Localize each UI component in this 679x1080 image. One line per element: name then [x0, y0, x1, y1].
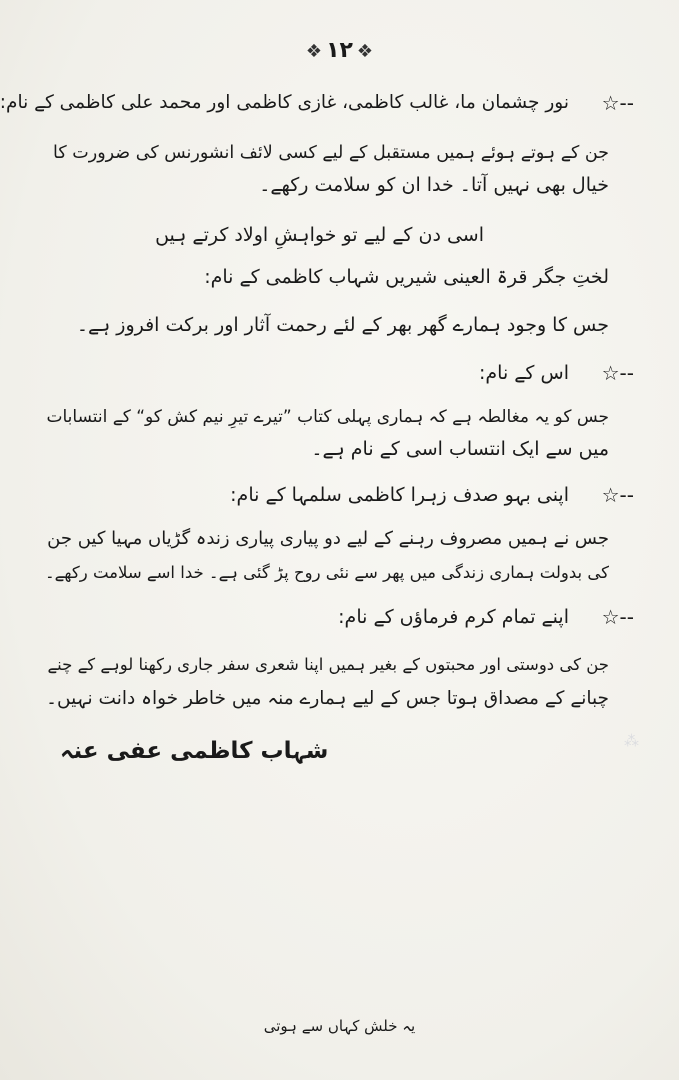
dedication-heading: اپنی بہو صدف زہرا کاظمی سلمہا کے نام:	[230, 484, 569, 506]
ornament-icon: ❖	[356, 41, 374, 62]
paragraph-line: چبانے کے مصداق ہوتا جس کے لیے ہمارے منہ میں خاطر خواہ دانت نہیں۔	[46, 688, 609, 709]
paragraph-line: میں سے ایک انتساب اسی کے نام ہے۔	[311, 438, 609, 460]
paragraph-line: کی بدولت ہماری زندگی میں پھر سے نئی روح پڑ گئی ہے۔ خدا اسے سلامت رکھے۔	[44, 563, 609, 582]
dedication-heading: اس کے نام:	[479, 362, 569, 384]
dedication-heading: نور چشمان ما، غالب کاظمی، غازی کاظمی اور محمد علی کاظمی کے نام:	[0, 92, 569, 113]
page-number: ❖ ۱۲ ❖	[305, 38, 374, 63]
star-bullet-icon: ☆--	[601, 361, 634, 385]
bleed-through-text: ⁂	[624, 732, 639, 750]
verse-line: اسی دن کے لیے تو خواہشِ اولاد کرتے ہیں	[155, 224, 484, 246]
paragraph-line: جس کا وجود ہمارے گھر بھر کے لئے رحمت آثار اور برکت افروز ہے۔	[76, 314, 609, 336]
paragraph-line: جس نے ہمیں مصروف رہنے کے لیے دو پیاری پیاری زندہ گڑیاں مہیا کیں جن	[47, 528, 609, 549]
star-bullet-icon: ☆--	[601, 605, 634, 629]
star-bullet-icon: ☆--	[601, 483, 634, 507]
dedication-subheading: لختِ جگر قرۃ العینی شیریں شہاب کاظمی کے نام:	[204, 266, 609, 288]
dedication-heading: اپنے تمام کرم فرماؤں کے نام:	[338, 606, 569, 628]
paragraph-line: جس کو یہ مغالطہ ہے کہ ہماری پہلی کتاب ”تیرے تیرِ نیم کش کو“ کے انتسابات	[46, 407, 609, 427]
author-signature: شہاب کاظمی عفی عنہ	[60, 738, 329, 764]
paragraph-line: جن کی دوستی اور محبتوں کے بغیر ہمیں اپنا شعری سفر جاری رکھنا لوہے کے چنے	[47, 655, 609, 674]
paragraph-line: جن کے ہوتے ہوئے ہمیں مستقبل کے لیے کسی لائف انشورنس کی ضرورت کا	[53, 143, 609, 163]
running-footer: یہ خلش کہاں سے ہوتی	[263, 1017, 416, 1035]
star-bullet-icon: ☆--	[601, 91, 634, 115]
paragraph-line: خیال بھی نہیں آتا۔ خدا ان کو سلامت رکھے۔	[259, 174, 609, 196]
ornament-icon: ❖	[305, 41, 323, 62]
